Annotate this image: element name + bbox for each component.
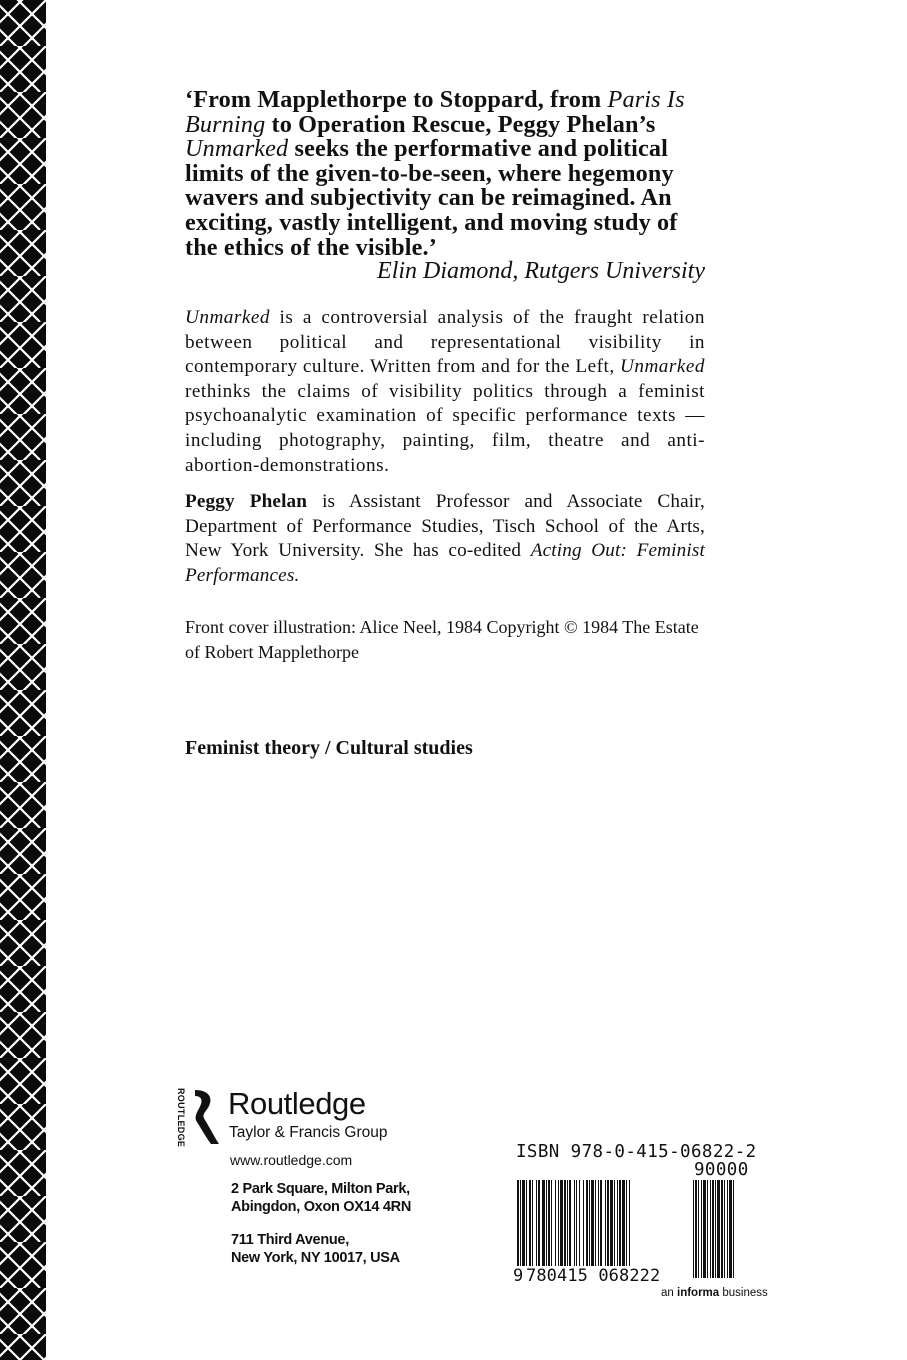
barcode-bar	[532, 1180, 533, 1266]
isbn-label: ISBN 978-0-415-06822-2	[516, 1142, 757, 1162]
barcode-bar	[576, 1180, 577, 1266]
barcode-addon-bar	[724, 1180, 725, 1278]
barcode-bar	[536, 1180, 537, 1266]
barcode-addon-bar	[703, 1180, 706, 1278]
barcode-bar	[583, 1180, 584, 1266]
address-us: 711 Third Avenue, New York, NY 10017, USA	[231, 1232, 400, 1266]
barcode-bar	[595, 1180, 596, 1266]
barcode-bar	[564, 1180, 566, 1266]
logo-vertical-text: ROUTLEDGE	[176, 1088, 186, 1148]
publisher-tagline: an informa business	[661, 1287, 768, 1299]
barcode-bar	[617, 1180, 618, 1266]
barcode-bar	[520, 1180, 521, 1278]
barcode-bar	[567, 1180, 568, 1266]
barcode-bar	[619, 1180, 621, 1266]
barcode-addon-bar	[729, 1180, 732, 1278]
publisher-website[interactable]: www.routledge.com	[230, 1152, 353, 1168]
barcode-bar	[558, 1180, 559, 1266]
barcode-addon-bar	[693, 1180, 694, 1278]
barcode-addon-bar	[712, 1180, 714, 1278]
address-uk: 2 Park Square, Milton Park, Abingdon, Oxon OX14 4RN	[231, 1181, 412, 1215]
quote-attribution: Elin Diamond, Rutgers University	[377, 258, 705, 284]
barcode-lead-digit: 9	[513, 1266, 524, 1286]
barcode-bar	[605, 1180, 606, 1266]
barcode-bar	[614, 1180, 615, 1266]
barcode-bar	[529, 1180, 531, 1266]
barcode-bar	[569, 1180, 571, 1266]
subject-category: Feminist theory / Cultural studies	[185, 737, 473, 759]
barcode-bar	[574, 1180, 575, 1266]
barcode-addon-bar	[727, 1180, 728, 1278]
barcode	[513, 1180, 763, 1280]
author-bio: Peggy Phelan is Assistant Professor and Associate Chair, Department of Performance Studies, Tisch School of the Arts, New York University. She has co-edited Acting Out: Feminist Performances.	[185, 491, 705, 586]
barcode-bar	[626, 1180, 627, 1266]
barcode-addon-bar	[710, 1180, 711, 1278]
barcode-addon-bar	[701, 1180, 702, 1278]
barcode-bar	[560, 1180, 563, 1266]
barcode-bar	[555, 1180, 556, 1266]
publisher-name: Routledge	[228, 1086, 366, 1121]
barcode-bar	[551, 1180, 552, 1266]
barcode-bar	[517, 1180, 519, 1278]
publisher-group: Taylor & Francis Group	[229, 1124, 388, 1141]
barcode-bar	[600, 1180, 602, 1266]
barcode-addon-bar	[695, 1180, 697, 1278]
cover-credit: Front cover illustration: Alice Neel, 1984 Copyright © 1984 The Estate of Robert Mapplethorpe	[185, 617, 699, 662]
endorsement-quote: ‘From Mapplethorpe to Stoppard, from Paris Is Burning to Operation Rescue, Peggy Phelan’s Unmarked seeks the performative and political limits of the given-to-be-seen, where hegemony wavers and subjectivity can be reimagined. An exciting, vastly intelligent, and moving study of the ethics of the visible.’	[185, 86, 685, 261]
barcode-bar	[526, 1180, 527, 1266]
barcode-bar	[607, 1180, 609, 1266]
geometric-pattern-icon	[0, 0, 46, 1360]
barcode-bar	[538, 1180, 540, 1266]
barcode-addon-bar	[733, 1180, 734, 1278]
barcode-bar	[579, 1180, 580, 1266]
spine-pattern	[0, 0, 46, 1360]
barcode-addon-bar	[707, 1180, 708, 1278]
barcode-addon-number: 90000	[694, 1160, 749, 1180]
barcode-bar	[586, 1180, 588, 1278]
barcode-bar	[610, 1180, 613, 1266]
barcode-addon-bar	[721, 1180, 723, 1278]
barcode-bar	[629, 1180, 630, 1266]
barcode-bar	[546, 1180, 547, 1266]
book-description: Unmarked is a controversial analysis of the fraught relation between political and representational visibility in contemporary culture. Written from and for the Left, Unmarked rethinks the claims of visibility politics through a feminist psychoanalytic examination of specific performance texts — including photography, painting, film, theatre and anti-abortion-demonstrations.	[185, 307, 705, 476]
barcode-bar	[591, 1180, 594, 1266]
barcode-bar	[589, 1180, 590, 1278]
barcode-bar	[548, 1180, 550, 1266]
barcode-bar	[522, 1180, 525, 1266]
barcode-addon-bar	[698, 1180, 699, 1278]
barcode-addon-bar	[715, 1180, 716, 1278]
barcode-bar	[598, 1180, 599, 1266]
barcode-bar	[622, 1180, 625, 1266]
barcode-digits: 780415 068222	[526, 1266, 661, 1286]
barcode-addon-bar	[717, 1180, 720, 1278]
barcode-bar	[542, 1180, 545, 1266]
